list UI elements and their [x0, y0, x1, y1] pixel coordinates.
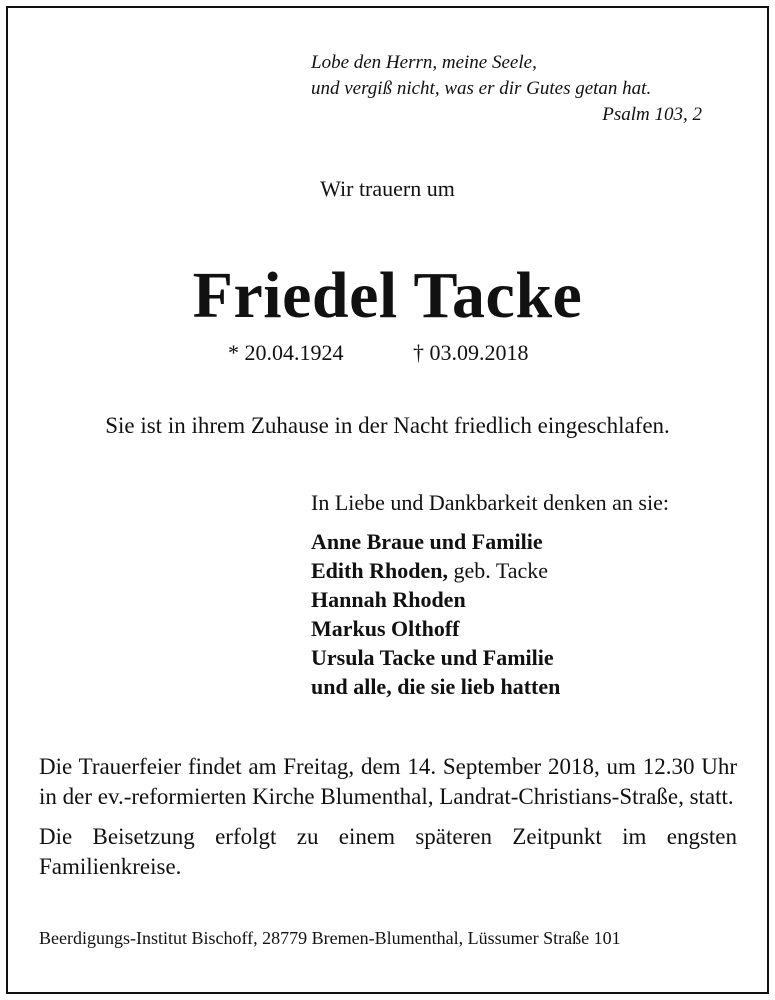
undertaker-line: Beerdigungs-Institut Bischoff, 28779 Bremen-Blumenthal, Lüssumer Straße 101 — [39, 928, 621, 948]
mourner-entry — [311, 643, 751, 672]
mourner-entry — [311, 527, 751, 556]
mourner-entry — [311, 614, 751, 643]
mourner-suffix: geb. Tacke — [447, 558, 549, 583]
mourner-entry — [311, 585, 751, 614]
verse-line-2: und vergiß nicht, was er dir Gutes getan hat. — [311, 78, 652, 99]
mourner-name: Hannah Rhoden — [311, 587, 466, 612]
mourner-name: Markus Olthoff — [311, 616, 460, 641]
mourning-intro: Wir trauern um — [320, 176, 455, 201]
passing-statement: Sie ist in ihrem Zuhause in der Nacht friedlich eingeschlafen. — [105, 413, 670, 438]
mourner-entry — [311, 672, 751, 701]
mourner-name: und alle, die sie lieb hatten — [311, 674, 561, 699]
bible-verse — [311, 50, 706, 128]
verse-reference: Psalm 103, 2 — [602, 104, 702, 125]
service-details — [39, 752, 737, 892]
mourners-block — [311, 488, 751, 701]
mourner-entry — [311, 556, 751, 585]
birth-date: * 20.04.1924 — [228, 340, 344, 365]
ceremony-paragraph: Die Trauerfeier findet am Freitag, dem 14. September 2018, um 12.30 Uhr in der ev.-reformierten Kirche Blumenthal, Landrat-Christians-Straße, statt. — [39, 754, 737, 809]
death-date: † 03.09.2018 — [413, 340, 529, 365]
mourner-name: Ursula Tacke und Familie — [311, 645, 554, 670]
life-dates — [228, 340, 558, 366]
mourner-name: Edith Rhoden, — [311, 558, 448, 583]
burial-paragraph: Die Beisetzung erfolgt zu einem späteren Zeitpunkt im engsten Familienkreise. — [39, 824, 737, 879]
verse-line-1: Lobe den Herrn, meine Seele, — [311, 52, 537, 73]
mourner-name: Anne Braue und Familie — [311, 529, 543, 554]
mourners-intro: In Liebe und Dankbarkeit denken an sie: — [311, 490, 669, 515]
deceased-name: Friedel Tacke — [192, 259, 583, 332]
